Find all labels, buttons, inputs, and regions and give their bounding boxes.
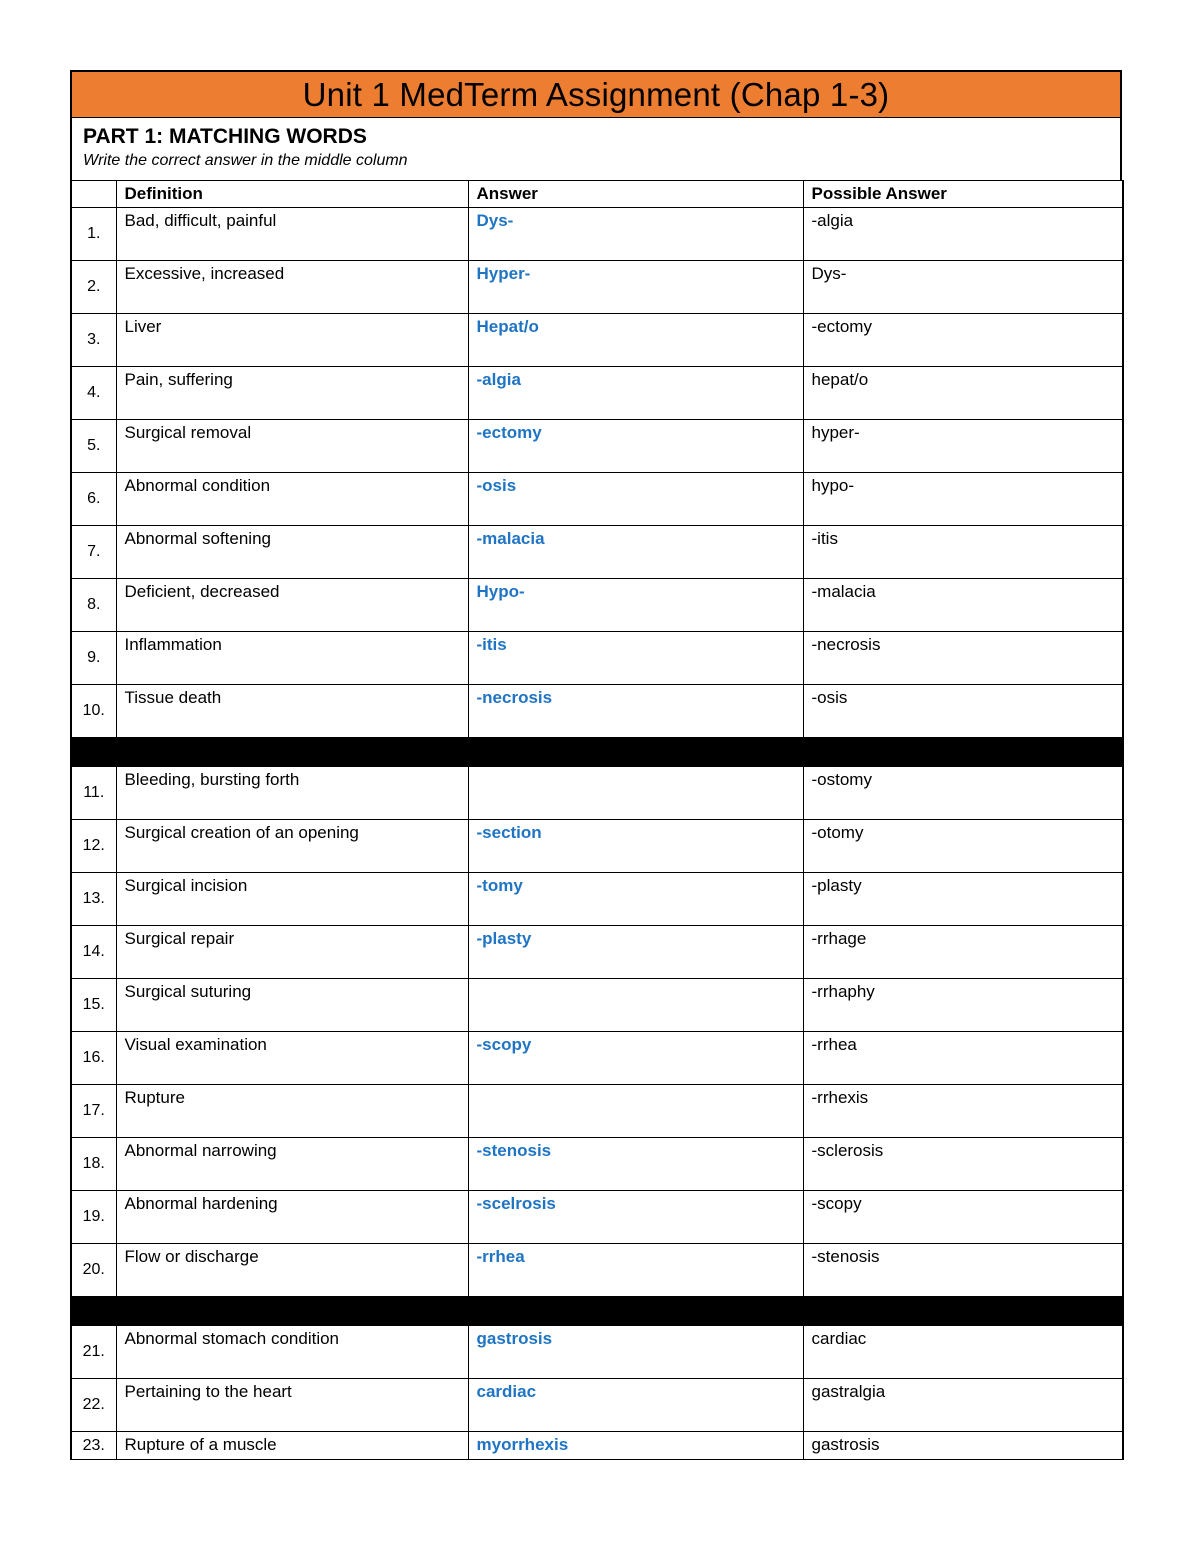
definition-cell: Rupture: [116, 1085, 468, 1138]
possible-answer-cell: -ostomy: [803, 767, 1123, 820]
possible-answer-cell: cardiac: [803, 1326, 1123, 1379]
row-number: 6.: [71, 473, 116, 526]
possible-answer-cell: hyper-: [803, 420, 1123, 473]
row-number: 19.: [71, 1191, 116, 1244]
possible-answer-cell: hypo-: [803, 473, 1123, 526]
table-row: [71, 1032, 1123, 1085]
row-number: 14.: [71, 926, 116, 979]
matching-table: [70, 180, 1124, 1460]
definition-cell: Rupture of a muscle: [116, 1432, 468, 1460]
row-number: 8.: [71, 579, 116, 632]
row-number: 13.: [71, 873, 116, 926]
answer-cell[interactable]: -stenosis: [468, 1138, 803, 1191]
table-row: [71, 767, 1123, 820]
definition-cell: Abnormal condition: [116, 473, 468, 526]
row-number: 11.: [71, 767, 116, 820]
table-row: [71, 1326, 1123, 1379]
definition-cell: Surgical creation of an opening: [116, 820, 468, 873]
worksheet: [70, 70, 1122, 1460]
table-row: [71, 261, 1123, 314]
definition-cell: Abnormal hardening: [116, 1191, 468, 1244]
possible-answer-cell: -rrhage: [803, 926, 1123, 979]
table-row: [71, 873, 1123, 926]
answer-cell[interactable]: Hepat/o: [468, 314, 803, 367]
row-number: 18.: [71, 1138, 116, 1191]
possible-answer-cell: -rrhexis: [803, 1085, 1123, 1138]
definition-cell: Bleeding, bursting forth: [116, 767, 468, 820]
part-heading: PART 1: MATCHING WORDS: [83, 125, 367, 148]
section-separator: [71, 1297, 1123, 1326]
table-row: [71, 420, 1123, 473]
answer-cell[interactable]: -malacia: [468, 526, 803, 579]
definition-cell: Abnormal softening: [116, 526, 468, 579]
possible-answer-cell: hepat/o: [803, 367, 1123, 420]
possible-answer-cell: -malacia: [803, 579, 1123, 632]
row-number: 7.: [71, 526, 116, 579]
definition-cell: Surgical repair: [116, 926, 468, 979]
section-separator: [71, 738, 1123, 767]
definition-cell: Pertaining to the heart: [116, 1379, 468, 1432]
answer-cell[interactable]: -scelrosis: [468, 1191, 803, 1244]
worksheet-title: Unit 1 MedTerm Assignment (Chap 1-3): [302, 75, 890, 113]
row-number: 16.: [71, 1032, 116, 1085]
table-row: [71, 473, 1123, 526]
answer-cell[interactable]: -ectomy: [468, 420, 803, 473]
definition-cell: Visual examination: [116, 1032, 468, 1085]
possible-answer-cell: -osis: [803, 685, 1123, 738]
table-row: [71, 1432, 1123, 1460]
definition-cell: Inflammation: [116, 632, 468, 685]
answer-cell[interactable]: myorrhexis: [468, 1432, 803, 1460]
table-row: [71, 685, 1123, 738]
part-instruction: Write the correct answer in the middle column: [83, 152, 408, 169]
definition-cell: Abnormal stomach condition: [116, 1326, 468, 1379]
answer-cell[interactable]: -section: [468, 820, 803, 873]
possible-answer-cell: -scopy: [803, 1191, 1123, 1244]
table-row: [71, 314, 1123, 367]
answer-cell[interactable]: -itis: [468, 632, 803, 685]
possible-answer-cell: -sclerosis: [803, 1138, 1123, 1191]
answer-cell[interactable]: cardiac: [468, 1379, 803, 1432]
possible-answer-cell: -ectomy: [803, 314, 1123, 367]
possible-answer-cell: -plasty: [803, 873, 1123, 926]
definition-cell: Tissue death: [116, 685, 468, 738]
possible-answer-cell: -algia: [803, 208, 1123, 261]
part-header: [70, 118, 1122, 180]
answer-cell[interactable]: -scopy: [468, 1032, 803, 1085]
row-number: 21.: [71, 1326, 116, 1379]
row-number: 22.: [71, 1379, 116, 1432]
row-number: 9.: [71, 632, 116, 685]
table-row: [71, 926, 1123, 979]
table-row: [71, 1085, 1123, 1138]
separator-bar: [71, 1297, 1123, 1326]
answer-cell[interactable]: -plasty: [468, 926, 803, 979]
table-row: [71, 1191, 1123, 1244]
table-row: [71, 1138, 1123, 1191]
title-bar: [70, 70, 1122, 118]
table-row: [71, 632, 1123, 685]
answer-cell[interactable]: [468, 979, 803, 1032]
possible-answer-cell: -otomy: [803, 820, 1123, 873]
row-number: 10.: [71, 685, 116, 738]
table-header-row: [71, 181, 1123, 208]
answer-cell[interactable]: Hypo-: [468, 579, 803, 632]
row-number: 23.: [71, 1432, 116, 1460]
row-number: 1.: [71, 208, 116, 261]
possible-answer-cell: -rrhea: [803, 1032, 1123, 1085]
definition-cell: Excessive, increased: [116, 261, 468, 314]
definition-cell: Surgical removal: [116, 420, 468, 473]
row-number: 12.: [71, 820, 116, 873]
answer-cell[interactable]: -necrosis: [468, 685, 803, 738]
possible-answer-cell: -itis: [803, 526, 1123, 579]
definition-cell: Flow or discharge: [116, 1244, 468, 1297]
row-number: 20.: [71, 1244, 116, 1297]
table-row: [71, 979, 1123, 1032]
table-row: [71, 1244, 1123, 1297]
definition-cell: Deficient, decreased: [116, 579, 468, 632]
possible-answer-cell: Dys-: [803, 261, 1123, 314]
definition-cell: Pain, suffering: [116, 367, 468, 420]
answer-cell[interactable]: [468, 767, 803, 820]
row-number: 4.: [71, 367, 116, 420]
table-row: [71, 367, 1123, 420]
table-row: [71, 1379, 1123, 1432]
header-possible-answer: Possible Answer: [803, 181, 1123, 208]
table-row: [71, 526, 1123, 579]
header-definition: Definition: [116, 181, 468, 208]
header-answer: Answer: [468, 181, 803, 208]
answer-cell[interactable]: Dys-: [468, 208, 803, 261]
answer-cell[interactable]: -algia: [468, 367, 803, 420]
row-number: 15.: [71, 979, 116, 1032]
possible-answer-cell: gastralgia: [803, 1379, 1123, 1432]
separator-bar: [71, 738, 1123, 767]
table-row: [71, 820, 1123, 873]
table-row: [71, 579, 1123, 632]
answer-cell[interactable]: gastrosis: [468, 1326, 803, 1379]
definition-cell: Surgical suturing: [116, 979, 468, 1032]
table-row: [71, 208, 1123, 261]
possible-answer-cell: -necrosis: [803, 632, 1123, 685]
definition-cell: Surgical incision: [116, 873, 468, 926]
answer-cell[interactable]: -rrhea: [468, 1244, 803, 1297]
possible-answer-cell: -rrhaphy: [803, 979, 1123, 1032]
answer-cell[interactable]: -osis: [468, 473, 803, 526]
possible-answer-cell: gastrosis: [803, 1432, 1123, 1460]
answer-cell[interactable]: Hyper-: [468, 261, 803, 314]
definition-cell: Abnormal narrowing: [116, 1138, 468, 1191]
answer-cell[interactable]: [468, 1085, 803, 1138]
definition-cell: Bad, difficult, painful: [116, 208, 468, 261]
row-number: 3.: [71, 314, 116, 367]
answer-cell[interactable]: -tomy: [468, 873, 803, 926]
row-number: 5.: [71, 420, 116, 473]
header-number-cell: [71, 181, 116, 208]
row-number: 2.: [71, 261, 116, 314]
possible-answer-cell: -stenosis: [803, 1244, 1123, 1297]
row-number: 17.: [71, 1085, 116, 1138]
definition-cell: Liver: [116, 314, 468, 367]
